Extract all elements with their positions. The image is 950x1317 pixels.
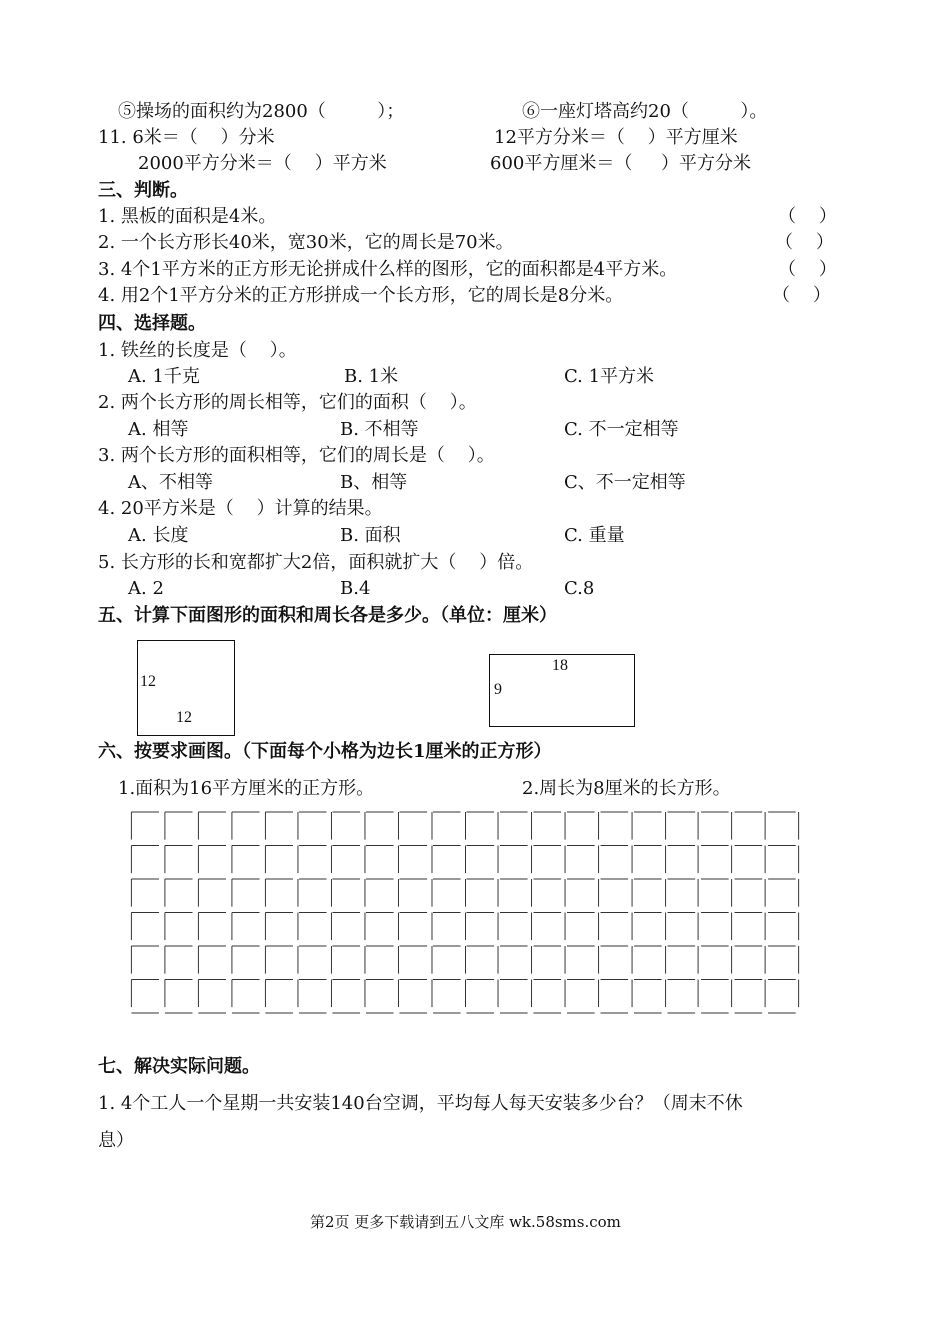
judge-item-1: 1. 黑板的面积是4米。 (98, 206, 277, 227)
judge-paren-3[interactable]: （ ） (778, 259, 837, 280)
square-side-label-left: 12 (140, 673, 156, 690)
q11-sqdm-to-sqm: 2000平方分米＝（ ）平方米 (138, 153, 387, 174)
problem-1-line-1: 1. 4个工人一个星期一共安装140台空调，平均每人每天安装多少台？（周末不休 (98, 1093, 743, 1114)
choice-question-2: 2. 两个长方形的周长相等，它们的面积（ ）。 (98, 392, 477, 413)
q11-meter-to-dm: 11. 6米＝（ ）分米 (98, 127, 275, 148)
section3-title: 三、判断。 (98, 180, 188, 201)
choice-question-3: 3. 两个长方形的面积相等，它们的周长是（ ）。 (98, 445, 495, 466)
judge-item-2: 2. 一个长方形长40米，宽30米，它的周长是70米。 (98, 232, 514, 253)
choice-question-5: 5. 长方形的长和宽都扩大2倍，面积就扩大（ ）倍。 (98, 552, 534, 573)
draw-task-1: 1.面积为16平方厘米的正方形。 (118, 778, 375, 799)
choice-1-option-c[interactable]: C. 1平方米 (564, 366, 655, 387)
section5-title: 五、计算下面图形的面积和周长各是多少。（单位：厘米） (98, 605, 557, 626)
page-footer: 第2页 更多下载请到五八文库 wk.58sms.com (310, 1213, 621, 1231)
choice-2-option-b[interactable]: B. 不相等 (340, 419, 419, 440)
fill-item-5: ⑤操场的面积约为2800（ ）； (118, 101, 405, 122)
choice-4-option-c[interactable]: C. 重量 (564, 525, 625, 546)
judge-item-3: 3. 4个1平方米的正方形无论拼成什么样的图形，它的面积都是4平方米。 (98, 259, 678, 280)
choice-3-option-c[interactable]: C、不一定相等 (564, 472, 686, 493)
section4-title: 四、选择题。 (98, 313, 206, 334)
drawing-grid[interactable] (127, 811, 804, 1016)
q11-sqcm-to-sqdm: 600平方厘米＝（ ）平方分米 (490, 153, 751, 174)
problem-1-line-2: 息） (98, 1130, 134, 1151)
choice-1-option-b[interactable]: B. 1米 (344, 366, 399, 387)
fill-item-6: ⑥一座灯塔高约20（ ）。 (522, 101, 768, 122)
square-side-label-bottom: 12 (176, 709, 192, 726)
rect-length-label: 18 (552, 657, 568, 674)
judge-item-4: 4. 用2个1平方分米的正方形拼成一个长方形，它的周长是8分米。 (98, 285, 624, 306)
choice-2-option-a[interactable]: A. 相等 (128, 419, 189, 440)
choice-2-option-c[interactable]: C. 不一定相等 (564, 419, 679, 440)
judge-paren-2[interactable]: （ ） (775, 232, 834, 253)
choice-5-option-b[interactable]: B.4 (340, 578, 371, 599)
section7-title: 七、解决实际问题。 (98, 1056, 260, 1077)
choice-4-option-a[interactable]: A. 长度 (128, 525, 189, 546)
choice-5-option-a[interactable]: A. 2 (128, 578, 164, 599)
draw-task-2: 2.周长为8厘米的长方形。 (522, 778, 731, 799)
choice-question-4: 4. 20平方米是（ ）计算的结果。 (98, 498, 383, 519)
judge-paren-1[interactable]: （ ） (778, 206, 837, 227)
choice-1-option-a[interactable]: A. 1千克 (128, 366, 200, 387)
rect-width-label: 9 (494, 681, 502, 698)
choice-question-1: 1. 铁丝的长度是（ ）。 (98, 340, 297, 361)
choice-3-option-b[interactable]: B、相等 (340, 472, 408, 493)
choice-4-option-b[interactable]: B. 面积 (340, 525, 401, 546)
judge-paren-4[interactable]: （ ） (772, 285, 831, 306)
q11-sqdm-to-sqcm: 12平方分米＝（ ）平方厘米 (494, 127, 738, 148)
choice-3-option-a[interactable]: A、不相等 (128, 472, 213, 493)
section6-title: 六、按要求画图。（下面每个小格为边长1厘米的正方形） (98, 741, 552, 762)
choice-5-option-c[interactable]: C.8 (564, 578, 595, 599)
